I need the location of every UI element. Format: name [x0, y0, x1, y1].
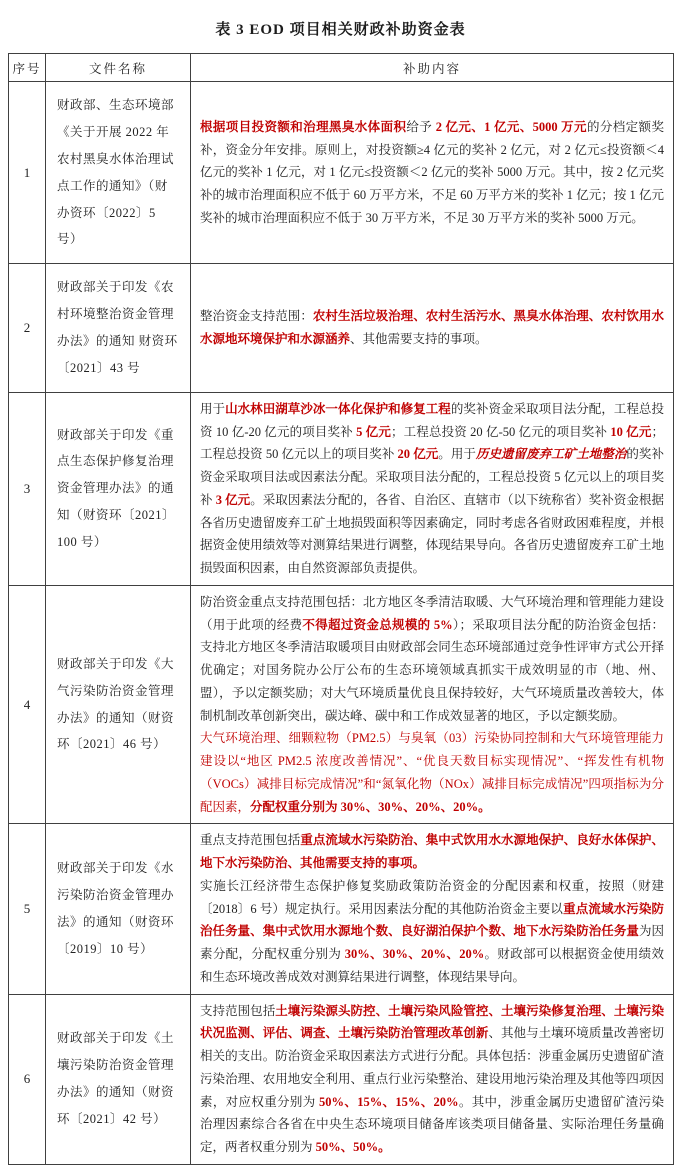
table-row	[9, 82, 674, 264]
content-paragraph: 支持范围包括土壤污染源头防控、土壤污染风险管控、土壤污染修复治理、土壤污染状况监测、评估、调查、土壤污染防治管理改革创新、其他与土壤环境质量改善密切相关的支出。防治资金采取因素法方式进行分配。具体包括：涉重金属历史遗留矿渣污染治理、农用地安全利用、重点行业污染整治、建设用地污染治理及其他等四项因素，对应权重分别为 50%、15%、15%、20%。其中，涉重金属历史遗留矿渣污染治理因素综合各省在中央生态环境项目储备库该类项目储备量、实际治理任务量确定，两者权重分别为 50%、50%。	[200, 1003, 664, 1154]
table-row	[9, 585, 674, 824]
table-row	[9, 994, 674, 1164]
subsidy-content	[191, 585, 674, 824]
file-name: 财政部关于印发《农村环境整治资金管理办法》的通知 财资环〔2021〕43 号	[46, 264, 191, 393]
row-number: 2	[9, 264, 46, 393]
file-name: 财政部关于印发《大气污染防治资金管理办法》的通知（财资环〔2021〕46 号）	[46, 585, 191, 824]
header-subsidy-content: 补助内容	[191, 54, 674, 82]
row-number: 6	[9, 994, 46, 1164]
subsidy-content	[191, 82, 674, 264]
subsidy-content	[191, 994, 674, 1164]
content-paragraph: 大气环境治理、细颗粒物（PM2.5）与臭氧（03）污染协同控制和大气环境管理能力建设以“地区 PM2.5 浓度改善情况”、“优良天数目标实现情况”、“挥发性有机物（VOCs）减排目标完成情况”和“氮氧化物（NOx）减排目标完成情况”四项指标为分配因素，分配权重分别为 30%、30%、20%、20%。	[200, 731, 664, 814]
file-name: 财政部关于印发《水污染防治资金管理办法》的通知（财资环〔2019〕10 号）	[46, 824, 191, 994]
subsidy-content	[191, 392, 674, 585]
row-number: 3	[9, 392, 46, 585]
table-row	[9, 264, 674, 393]
page-title: 表 3 EOD 项目相关财政补助资金表	[215, 22, 466, 38]
table-header-row	[9, 54, 674, 82]
content-paragraph: 整治资金支持范围：农村生活垃圾治理、农村生活污水、黑臭水体治理、农村饮用水水源地环境保护和水源涵养、其他需要支持的事项。	[200, 309, 664, 346]
row-number: 1	[9, 82, 46, 264]
content-paragraph: 防治资金重点支持范围包括：北方地区冬季清洁取暖、大气环境治理和管理能力建设（用于此项的经费不得超过资金总规模的 5%）；采取项目法分配的防治资金包括：支持北方地区冬季清洁取暖项目由财政部会同生态环境部通过竞争性评审方式公开择优确定；对国务院办公厅公布的生态环境领域真抓实干成效明显的市（地、州、盟），予以定额奖励；对大气环境质量优良且保持较好，大气环境质量改善较大，体制机制改革创新突出，碳达峰、碳中和工作成效显著的地区，予以定额奖励。	[200, 594, 664, 723]
header-number: 序号	[9, 54, 46, 82]
file-name: 财政部关于印发《土壤污染防治资金管理办法》的通知（财资环〔2021〕42 号）	[46, 994, 191, 1164]
content-paragraph: 用于山水林田湖草沙冰一体化保护和修复工程的奖补资金采取项目法分配，工程总投资 10 亿-20 亿元的项目奖补 5 亿元；工程总投资 20 亿-50 亿元的项目奖补 10 亿元；工程总投资 50 亿元以上的项目奖补 20 亿元。用于历史遗留废弃工矿土地整治的奖补资金采取项目法或因素法分配。采取项目法分配的，工程总投资 5 亿元以上的项目奖补 3 亿元。采取因素法分配的，各省、自治区、直辖市（以下统称省）奖补资金根据各省历史遗留废弃工矿土地损毁面积等因素确定，同时考虑各省财政困难程度，并根据资金使用绩效等对测算结果进行调整，体现结果导向。各省历史遗留废弃工矿土地损毁面积因素，由自然资源部负责提供。	[200, 401, 664, 575]
subsidy-table	[8, 53, 674, 1165]
content-paragraph: 根据项目投资额和治理黑臭水体面积给予 2 亿元、1 亿元、5000 万元的分档定额奖补，资金分年安排。原则上，对投资额≥4 亿元的奖补 2 亿元，对 2 亿元≤投资额＜4 亿元的奖补 1 亿元，对 1 亿元≤投资额＜2 亿元的奖补 5000 万元。其中，按 2 亿元奖补的城市治理面积应不低于 60 万平方米，不足 60 万平方米的奖补 1 亿元；按 1 亿元奖补的城市治理面积应不低于 30 万平方米，不足 30 万平方米的奖补 5000 万元。	[200, 119, 664, 225]
file-name: 财政部关于印发《重点生态保护修复治理资金管理办法》的通知（财资环〔2021〕100 号）	[46, 392, 191, 585]
subsidy-content	[191, 824, 674, 994]
subsidy-content	[191, 264, 674, 393]
content-paragraph: 重点支持范围包括重点流域水污染防治、集中式饮用水水源地保护、良好水体保护、地下水污染防治、其他需要支持的事项。	[200, 833, 664, 870]
row-number: 4	[9, 585, 46, 824]
content-paragraph: 实施长江经济带生态保护修复奖励政策防治资金的分配因素和权重，按照（财建〔2018〕6 号）规定执行。采用因素法分配的其他防治资金主要以重点流域水污染防治任务量、集中式饮用水源地个数、良好湖泊保护个数、地下水污染防治任务量为因素分配，分配权重分别为 30%、30%、20%、20%。财政部可以根据资金使用绩效和生态环境改善成效对测算结果进行调整，体现结果导向。	[200, 878, 664, 984]
table-row	[9, 824, 674, 994]
header-file-name: 文件名称	[46, 54, 191, 82]
file-name: 财政部、生态环境部《关于开展 2022 年农村黑臭水体治理试点工作的通知》（财办资环〔2022〕5 号）	[46, 82, 191, 264]
table-body	[9, 82, 674, 1165]
table-row	[9, 392, 674, 585]
row-number: 5	[9, 824, 46, 994]
